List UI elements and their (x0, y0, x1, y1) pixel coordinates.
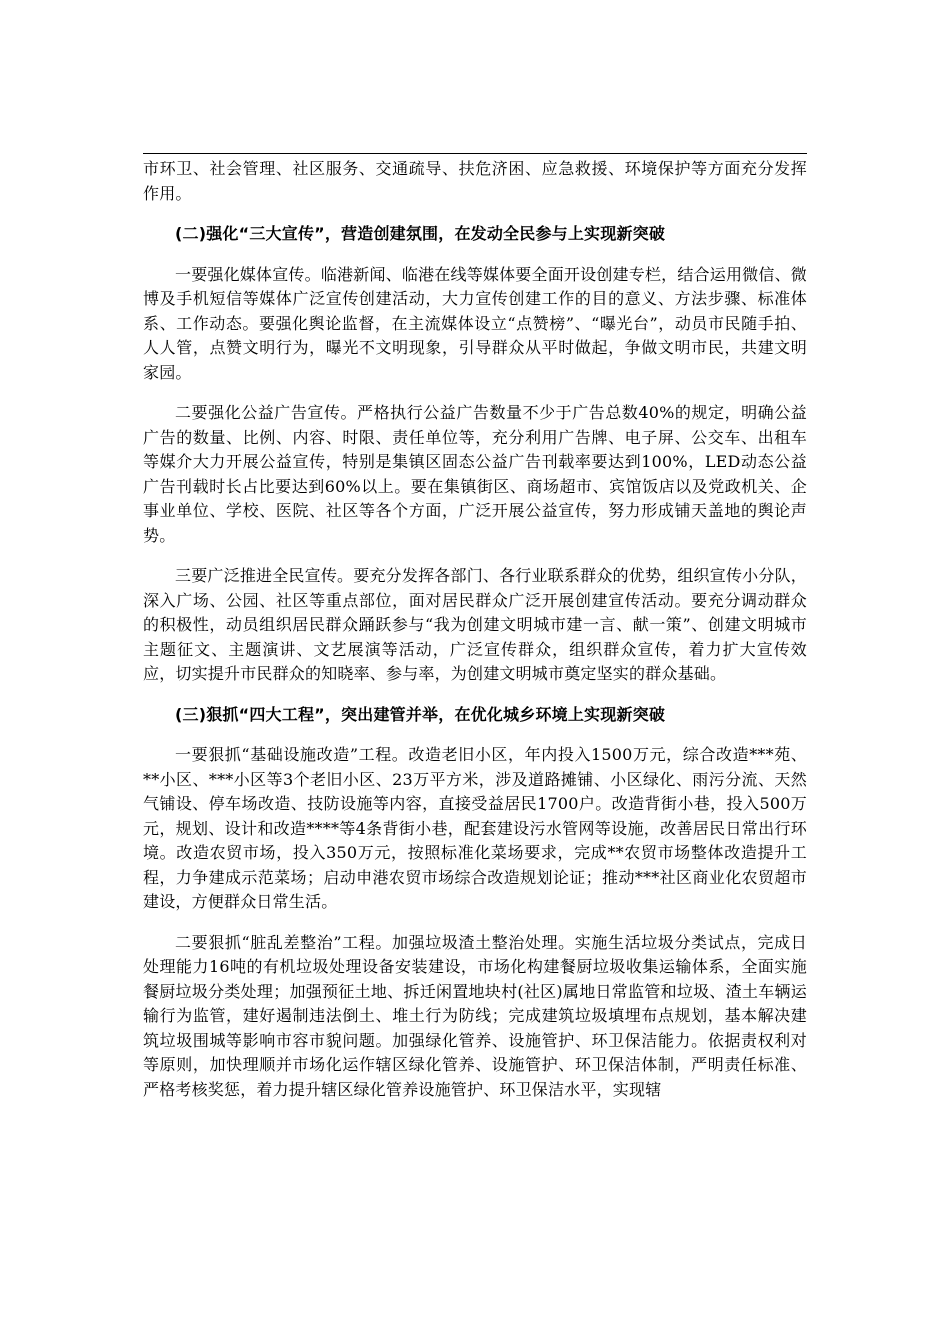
paragraph: 三要广泛推进全民宣传。要充分发挥各部门、各行业联系群众的优势，组织宣传小分队，深入广场、公园、社区等重点部位，面对居民群众广泛开展创建宣传活动。要充分调动群众的积极性，动员组织居民群众踊跃参与“我为创建文明城市建一言、献一策”、创建文明城市主题征文、主题演讲、文艺展演等活动，广泛宣传群众，组织群众宣传，着力扩大宣传效应，切实提升市民群众的知晓率、参与率，为创建文明城市奠定坚实的群众基础。 (143, 566, 807, 683)
paragraph: 一要强化媒体宣传。临港新闻、临港在线等媒体要全面开设创建专栏，结合运用微信、微博及手机短信等媒体广泛宣传创建活动，大力宣传创建工作的目的意义、方法步骤、标准体系、工作动态。要强化舆论监督，在主流媒体设立“点赞榜”、“曝光台”，动员市民随手拍、人人管，点赞文明行为，曝光不文明现象，引导群众从平时做起，争做文明市民，共建文明家园。 (143, 264, 807, 382)
paragraph: 二要强化公益广告宣传。严格执行公益广告数量不少于广告总数40%的规定，明确公益广告的数量、比例、内容、时限、责任单位等，充分利用广告牌、电子屏、公交车、出租车等媒介大力开展公益宣传，特别是集镇区固态公益广告刊载率要达到100%，LED动态公益广告刊载时长占比要达到60%以上。要在集镇街区、商场超市、宾馆饭店以及党政机关、企事业单位、学校、医院、社区等各个方面，广泛开展公益宣传，努力形成铺天盖地的舆论声势。 (143, 403, 807, 545)
section-heading: (二)强化“三大宣传”，营造创建氛围，在发动全民参与上实现新突破 (175, 224, 666, 243)
header-rule (143, 153, 807, 154)
paragraph: 市环卫、社会管理、社区服务、交通疏导、扶危济困、应急救援、环境保护等方面充分发挥作用。 (143, 159, 807, 203)
document-body (143, 157, 807, 1118)
section-heading: (三)狠抓“四大工程”，突出建管并举，在优化城乡环境上实现新突破 (175, 704, 666, 724)
paragraph: 一要狠抓“基础设施改造”工程。改造老旧小区，年内投入1500万元，综合改造***苑、**小区、***小区等3个老旧小区、23万平方米，涉及道路摊铺、小区绿化、雨污分流、天然气铺设、停车场改造、技防设施等内容，直接受益居民1700户。改造背街小巷，投入500万元，规划、设计和改造****等4条背街小巷，配套建设污水管网等设施，改善居民日常出行环境。改造农贸市场，投入350万元，按照标准化菜场要求，完成**农贸市场整体改造提升工程，力争建成示范菜场；启动申港农贸市场综合改造规划论证；推动***社区商业化农贸超市建设，方便群众日常生活。 (143, 745, 807, 911)
paragraph: 二要狠抓“脏乱差整治”工程。加强垃圾渣土整治处理。实施生活垃圾分类试点，完成日处理能力16吨的有机垃圾处理设备安装建设，市场化构建餐厨垃圾收集运输体系，全面实施餐厨垃圾分类处理；加强预征土地、拆迁闲置地块村(社区)属地日常监管和垃圾、渣土车辆运输行为监管，建好遏制违法倒土、堆土行为防线；完成建筑垃圾填埋布点规划，基本解决建筑垃圾围城等影响市容市貌问题。加强绿化管养、设施管护、环卫保洁能力。依据责权利对等原则，加快理顺并市场化运作辖区绿化管养、设施管护、环卫保洁体制，严明责任标准、严格考核奖惩，着力提升辖区绿化管养设施管护、环卫保洁水平，实现辖 (143, 932, 807, 1099)
